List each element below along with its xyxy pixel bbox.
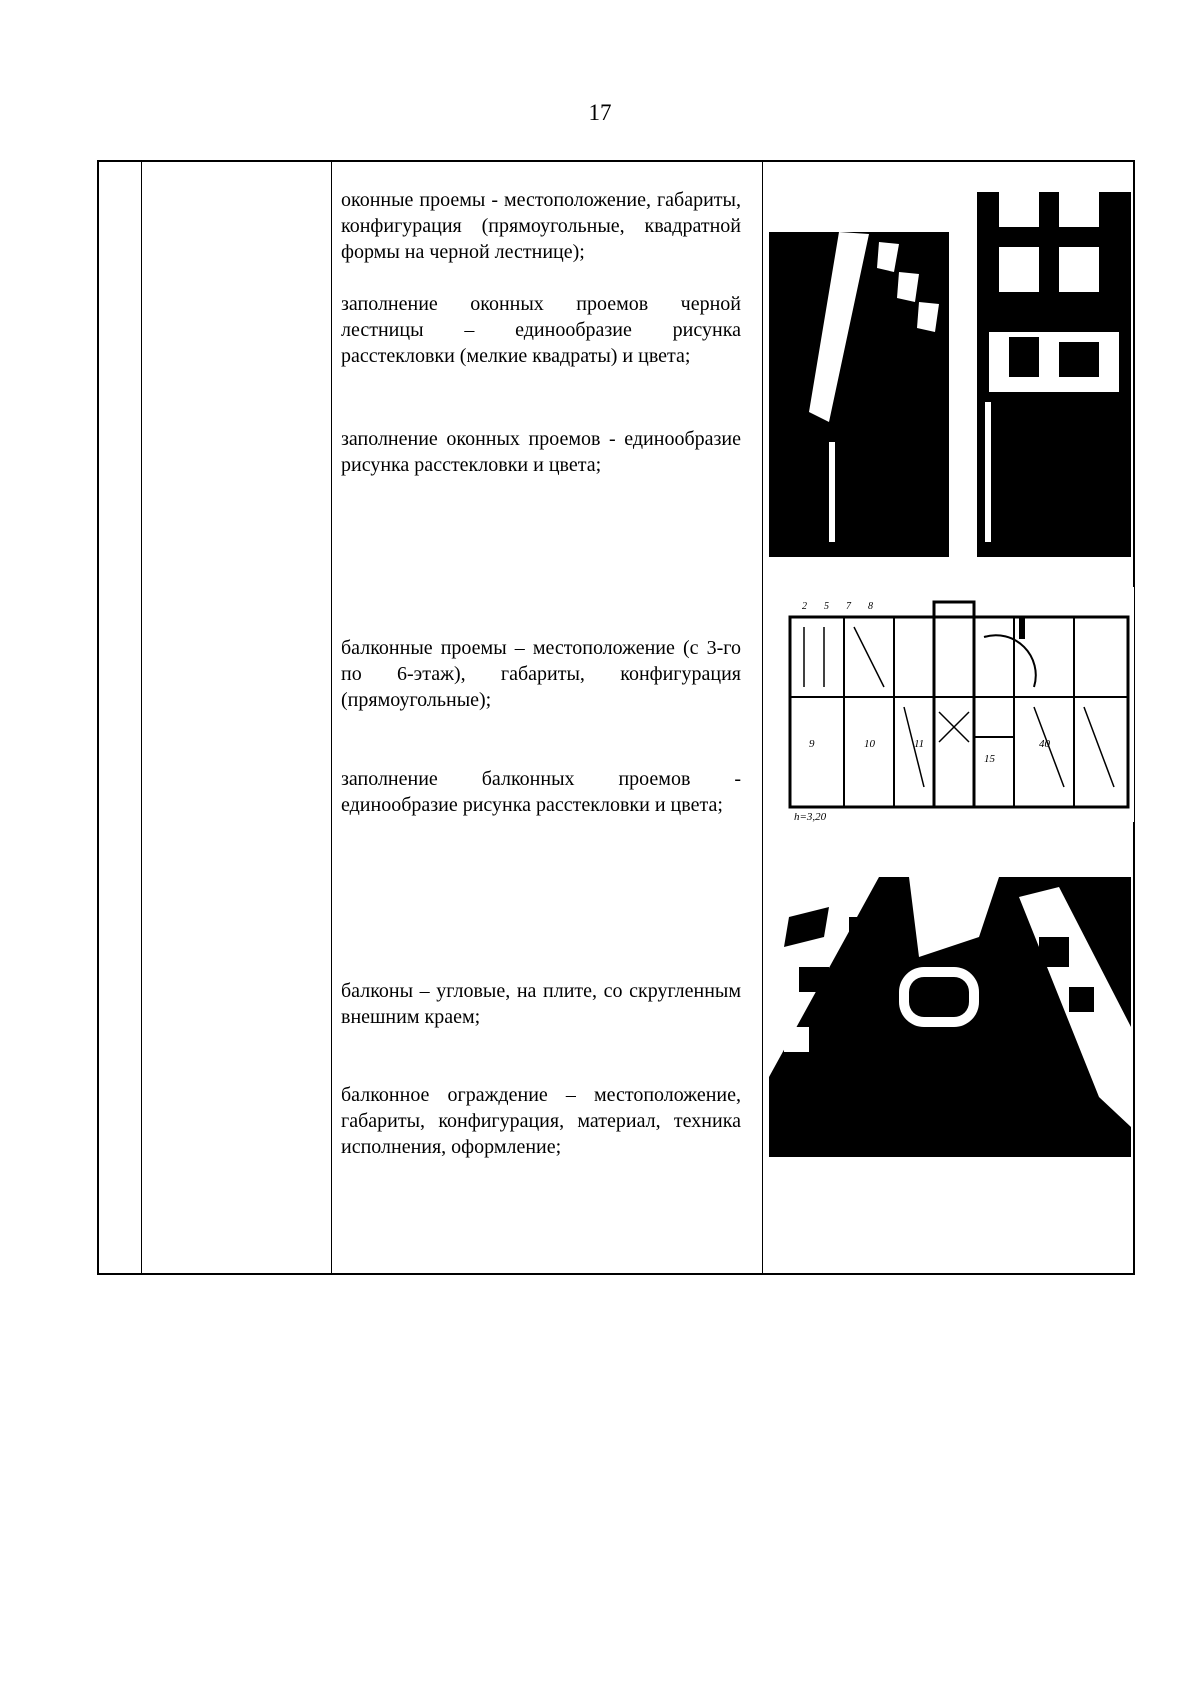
stairwell-windows-photo [769, 162, 1131, 560]
page-number: 17 [588, 100, 612, 125]
corner-balcony-photo [769, 877, 1131, 1157]
paragraph-window-openings: оконные проемы - местоположение, габариты, конфигурация (прямоугольные, квадратной формы на черной лестнице); [341, 189, 741, 263]
paragraph-balcony-fill: заполнение балконных проемов - единообразие рисунка расстекловки и цвета; [341, 768, 741, 816]
column-divider-1 [141, 162, 142, 1273]
plan-room-number: 10 [864, 738, 875, 750]
paragraph-stair-window-fill: заполнение оконных проемов черной лестницы – единообразие рисунка расстекловки (мелкие квадраты) и цвета; [341, 293, 741, 367]
plan-height-label: h=3,20 [794, 811, 827, 822]
paragraph-balconies: балконы – угловые, на плите, со скругленным внешним краем; [341, 980, 741, 1028]
floor-plan-drawing [784, 587, 1134, 822]
column-divider-2 [331, 162, 332, 1273]
paragraph-balcony-openings: балконные проемы – местоположение (с 3-го по 6-этаж), габариты, конфигурация (прямоугольные); [341, 637, 741, 711]
paragraph-balcony-railing: балконное ограждение – местоположение, габариты, конфигурация, материал, техника исполнения, оформление; [341, 1084, 741, 1158]
plan-room-number: 11 [914, 738, 925, 750]
paragraph-window-fill: заполнение оконных проемов - единообразие рисунка расстекловки и цвета; [341, 428, 741, 476]
content-table [97, 160, 1135, 1275]
plan-room-number: 15 [984, 753, 995, 765]
plan-top-number: 8 [868, 601, 873, 612]
plan-top-number: 7 [846, 601, 851, 612]
plan-room-number: 9 [809, 738, 815, 750]
plan-room-number: 40 [1039, 738, 1050, 750]
column-divider-3 [762, 162, 763, 1273]
plan-top-number: 2 [802, 601, 807, 612]
plan-top-number: 5 [824, 601, 829, 612]
